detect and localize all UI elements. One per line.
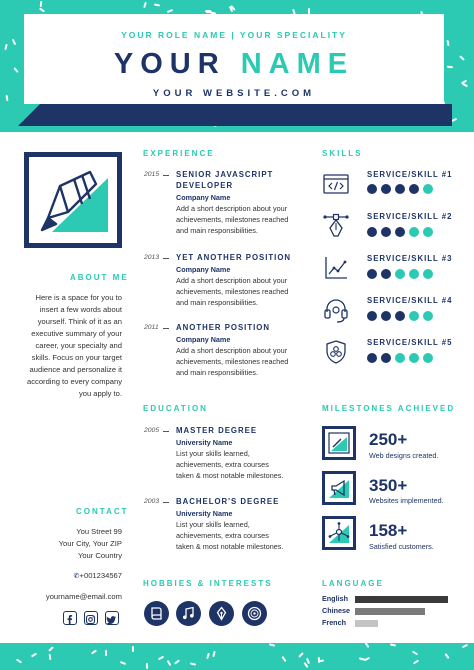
header-shadow xyxy=(40,104,452,126)
skill-dot xyxy=(381,353,391,363)
skill-dot xyxy=(381,269,391,279)
university-name: University Name xyxy=(176,509,233,518)
pattern-mark xyxy=(359,657,365,660)
contact-city: Your City, Your ZIP xyxy=(58,539,122,548)
pattern-mark xyxy=(206,653,210,659)
pattern-mark xyxy=(447,66,453,69)
role-line: YOUR ROLE NAME | YOUR SPECIALITY xyxy=(121,30,347,40)
pen-nib-icon xyxy=(209,601,234,626)
milestone-number: 250+ xyxy=(369,430,408,449)
shield-icon xyxy=(322,338,350,366)
job-description: achievements, milestones reached xyxy=(176,357,289,366)
line-graph-icon xyxy=(322,254,350,282)
first-name: YOUR xyxy=(113,48,226,80)
header-card xyxy=(24,14,444,104)
footer-pattern-band xyxy=(0,643,474,670)
pattern-mark xyxy=(132,646,134,652)
experience-title: EXPERIENCE xyxy=(143,149,215,158)
degree-title: BACHELOR'S DEGREE xyxy=(176,497,280,506)
pattern-mark xyxy=(190,662,196,665)
website: YOUR WEBSITE.COM xyxy=(152,88,316,99)
skill-dot xyxy=(423,269,433,279)
contact-street: You Street 99 xyxy=(76,527,122,536)
skill-dot xyxy=(395,353,405,363)
pattern-mark xyxy=(13,67,18,73)
skill-name: SERVICE/SKILL #1 xyxy=(367,170,453,179)
education-description: List your skills learned, xyxy=(176,449,250,458)
experience-year: 2011 xyxy=(144,324,159,331)
network-icon xyxy=(322,516,356,550)
job-title: ANOTHER POSITION xyxy=(176,323,270,332)
language-level-bar xyxy=(355,596,448,603)
year-dash xyxy=(163,502,169,503)
skill-dot xyxy=(423,184,433,194)
pattern-mark xyxy=(39,7,45,12)
pattern-mark xyxy=(49,654,52,660)
language-name: French xyxy=(322,618,346,627)
job-description: and main responsibilities. xyxy=(176,368,258,377)
company-name: Company Name xyxy=(176,265,231,274)
twitter-icon[interactable] xyxy=(105,611,119,625)
skill-dot xyxy=(395,184,405,194)
contact-phone-row xyxy=(26,570,122,583)
skill-dot xyxy=(367,311,377,321)
skill-name: SERVICE/SKILL #2 xyxy=(367,212,453,221)
skill-level-dots xyxy=(367,227,433,237)
pattern-mark xyxy=(459,55,465,61)
skill-dot xyxy=(367,184,377,194)
pattern-mark xyxy=(120,661,126,665)
skill-dot xyxy=(381,227,391,237)
job-description: and main responsibilities. xyxy=(176,298,258,307)
pattern-mark xyxy=(318,657,321,663)
pattern-mark xyxy=(158,656,164,661)
education-description: achievements, extra courses xyxy=(176,531,269,540)
skill-dot xyxy=(409,311,419,321)
skills-title: SKILLS xyxy=(322,149,363,158)
pattern-mark xyxy=(4,44,7,50)
degree-title: MASTER DEGREE xyxy=(176,426,258,435)
education-description: List your skills learned, xyxy=(176,520,250,529)
pattern-mark xyxy=(143,2,147,8)
vinyl-record-icon xyxy=(242,601,267,626)
skill-level-dots xyxy=(367,353,433,363)
job-description: achievements, milestones reached xyxy=(176,287,289,296)
pattern-mark xyxy=(412,651,418,656)
skill-name: SERVICE/SKILL #5 xyxy=(367,338,453,347)
experience-item xyxy=(176,252,306,308)
education-title: EDUCATION xyxy=(143,404,208,413)
pattern-mark xyxy=(269,643,275,646)
code-window-icon xyxy=(322,170,350,198)
skill-name: SERVICE/SKILL #3 xyxy=(367,254,453,263)
pattern-mark xyxy=(31,653,37,658)
year-dash xyxy=(163,175,169,176)
music-note-icon xyxy=(176,601,201,626)
pattern-mark xyxy=(48,646,54,652)
pattern-mark xyxy=(167,660,172,666)
skill-dot xyxy=(367,227,377,237)
headset-icon xyxy=(322,296,350,324)
year-dash xyxy=(163,258,169,259)
contact-phone: +001234567 xyxy=(79,571,122,580)
skill-dot xyxy=(409,269,419,279)
job-title-line2: DEVELOPER xyxy=(176,181,234,190)
pen-tool-icon xyxy=(322,211,350,239)
pattern-mark xyxy=(167,9,173,13)
milestone-text: Websites implemented. xyxy=(369,496,444,505)
skill-dot xyxy=(423,311,433,321)
skill-dot xyxy=(381,184,391,194)
company-name: Company Name xyxy=(176,335,231,344)
skill-dot xyxy=(395,311,405,321)
pattern-mark xyxy=(40,1,43,7)
milestone-text: Satisfied customers. xyxy=(369,542,434,551)
pattern-mark xyxy=(12,39,16,45)
year-dash xyxy=(163,328,169,329)
pattern-mark xyxy=(154,3,160,6)
language-name: English xyxy=(322,594,348,603)
education-description: achievements, extra courses xyxy=(176,460,269,469)
skill-dot xyxy=(381,311,391,321)
job-description: Add a short description about your xyxy=(176,346,288,355)
pattern-mark xyxy=(91,649,97,654)
pattern-mark xyxy=(105,650,107,656)
job-description: Add a short description about your xyxy=(176,204,288,213)
skill-dot xyxy=(395,227,405,237)
skill-dot xyxy=(423,353,433,363)
pattern-mark xyxy=(6,95,9,101)
book-icon xyxy=(144,601,169,626)
experience-year: 2013 xyxy=(144,254,160,261)
pattern-mark xyxy=(146,663,148,669)
education-item xyxy=(176,496,306,552)
milestone-number: 350+ xyxy=(369,476,408,495)
skill-dot xyxy=(409,227,419,237)
experience-year: 2015 xyxy=(144,171,160,178)
skill-name: SERVICE/SKILL #4 xyxy=(367,296,453,305)
facebook-icon[interactable] xyxy=(63,611,77,625)
skill-dot xyxy=(395,269,405,279)
skill-dot xyxy=(423,227,433,237)
skill-level-dots xyxy=(367,311,433,321)
year-dash xyxy=(163,431,169,432)
pattern-mark xyxy=(174,659,180,664)
pattern-mark xyxy=(281,656,286,662)
contact-country: Your Country xyxy=(77,551,122,560)
last-name: NAME xyxy=(240,48,355,80)
education-item xyxy=(176,425,306,481)
language-level-bar xyxy=(355,620,378,627)
pattern-mark xyxy=(413,660,419,665)
experience-item xyxy=(176,169,306,236)
education-description: taken & most notable milestones. xyxy=(176,471,284,480)
milestone-text: Web designs created. xyxy=(369,451,439,460)
company-name: Company Name xyxy=(176,193,231,202)
job-title: SENIOR JAVASCRIPT xyxy=(176,170,274,179)
language-name: Chinese xyxy=(322,606,350,615)
contact-title: CONTACT xyxy=(76,507,129,516)
education-year: 2005 xyxy=(144,427,160,434)
skill-dot xyxy=(409,353,419,363)
pattern-mark xyxy=(446,40,449,46)
job-title: YET ANOTHER POSITION xyxy=(176,253,292,262)
profile-picture-frame xyxy=(24,152,122,248)
job-description: and main responsibilities. xyxy=(176,226,258,235)
pattern-mark xyxy=(462,644,468,648)
contact-email[interactable]: yourname@email.com xyxy=(45,592,122,601)
pattern-mark xyxy=(462,83,468,88)
about-title: ABOUT ME xyxy=(70,273,129,282)
pattern-mark xyxy=(212,651,215,657)
pattern-mark xyxy=(390,643,396,646)
name-heading xyxy=(24,48,444,81)
hobbies-title: HOBBIES & INTERESTS xyxy=(143,579,273,588)
skill-dot xyxy=(409,184,419,194)
pencil-icon xyxy=(38,166,108,234)
skill-level-dots xyxy=(367,184,433,194)
milestone-number: 158+ xyxy=(369,521,408,540)
language-title: LANGUAGE xyxy=(322,579,384,588)
milestones-title: MILESTONES ACHIEVED xyxy=(322,404,456,413)
pattern-mark xyxy=(365,643,370,648)
job-description: achievements, milestones reached xyxy=(176,215,289,224)
megaphone-icon xyxy=(322,471,356,505)
phone-icon: ✆ xyxy=(73,573,80,580)
job-description: Add a short description about your xyxy=(176,276,288,285)
pattern-mark xyxy=(444,653,449,659)
experience-item xyxy=(176,322,306,378)
education-year: 2003 xyxy=(144,498,160,505)
design-frame-icon xyxy=(322,426,356,460)
education-description: taken & most notable milestones. xyxy=(176,542,284,551)
pattern-mark xyxy=(298,652,304,658)
skill-level-dots xyxy=(367,269,433,279)
skill-dot xyxy=(367,353,377,363)
university-name: University Name xyxy=(176,438,233,447)
about-text: Here is a space for you to insert a few words about yourself. Think of it as an executive summary of your career, your specialty and skills. Focus on your target audience and personalize it according to every company you apply to. xyxy=(27,293,122,398)
language-level-bar xyxy=(355,608,425,615)
pattern-mark xyxy=(16,659,22,664)
instagram-icon[interactable] xyxy=(84,611,98,625)
skill-dot xyxy=(367,269,377,279)
